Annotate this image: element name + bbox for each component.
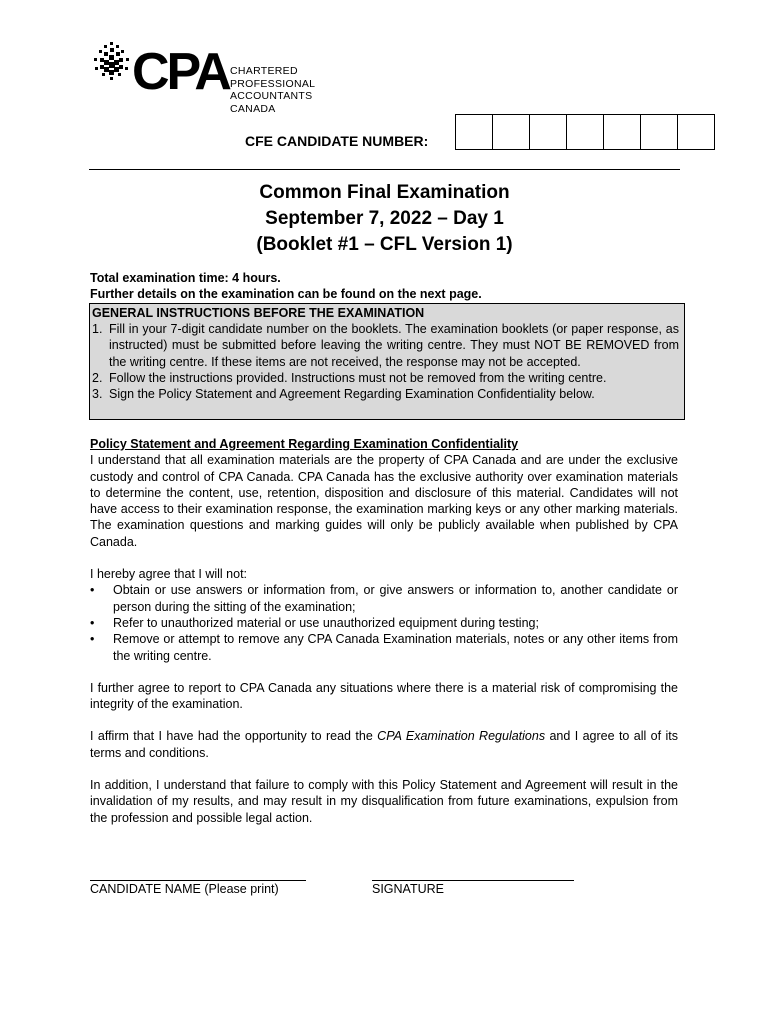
agreement-intro: I hereby agree that I will not:: [90, 567, 248, 582]
agreement-bullet: [90, 631, 678, 664]
logo-line: ACCOUNTANTS: [230, 90, 313, 102]
exam-time: Total examination time: 4 hours.: [90, 271, 281, 285]
instruction-number: 2.: [92, 370, 103, 385]
logo-line: PROFESSIONAL: [230, 77, 316, 90]
instruction-number: 1.: [92, 322, 103, 337]
agreement-bullet: [90, 615, 678, 631]
cpa-wordmark: CPA: [132, 43, 229, 101]
policy-heading: Policy Statement and Agreement Regarding Examination Confidentiality: [90, 437, 519, 451]
signature-label: SIGNATURE: [372, 882, 444, 896]
logo-line: CHARTERED: [230, 65, 298, 77]
policy-paragraph: I further agree to report to CPA Canada any situations where there is a material risk of compromising the integrity of the examination.: [90, 680, 678, 712]
general-instructions-box: [89, 303, 685, 420]
policy-statement: [90, 436, 678, 826]
exam-details-note: Further details on the examination can be found on the next page.: [90, 287, 482, 301]
bullet-text: Remove or attempt to remove any CPA Canada Examination materials, notes or any other items from the writing centre.: [113, 632, 678, 663]
candidate-number-boxes: [455, 114, 715, 150]
policy-paragraph: [90, 728, 678, 761]
policy-text: and I agree to all of its terms and conditions.: [90, 729, 678, 760]
exam-title: [89, 180, 680, 258]
instruction-item: [92, 370, 679, 386]
instruction-item: [92, 386, 679, 402]
policy-paragraph: I understand that all examination materials are the property of CPA Canada and are under the exclusive custody and control of CPA Canada. CPA Canada has the exclusive authority over examination materials to determine the content, use, retention, disposition and disclosure of this material. Candidates will not have access to their examination response, the examination marking keys or any other marking materials. The examination questions and marking guides will only be publicly available when published by CPA Canada.: [90, 453, 678, 549]
candidate-digit-box[interactable]: [640, 114, 678, 150]
instruction-text: Follow the instructions provided. Instructions must not be removed from the writing centre.: [109, 370, 607, 385]
candidate-digit-box[interactable]: [677, 114, 715, 150]
logo-line: CANADA: [230, 102, 276, 115]
signature-line[interactable]: [372, 880, 574, 881]
bullet-text: Refer to unauthorized material or use unauthorized equipment during testing;: [113, 615, 539, 630]
candidate-digit-box[interactable]: [492, 114, 530, 150]
candidate-digit-box[interactable]: [566, 114, 604, 150]
instruction-text: Fill in your 7-digit candidate number on the booklets. The examination booklets (or paper response, as instructed) must be submitted before leaving the writing centre. They must NOT BE REMOVED from the writing centre. If these items are not received, the response may not be accepted.: [109, 322, 679, 369]
candidate-name-label: CANDIDATE NAME (Please print): [90, 882, 279, 896]
booklet-version: (Booklet #1 – CFL Version 1): [256, 234, 513, 255]
candidate-digit-box[interactable]: [455, 114, 493, 150]
instructions-heading: GENERAL INSTRUCTIONS BEFORE THE EXAMINATION: [92, 306, 425, 320]
cpa-logo: [90, 40, 330, 120]
candidate-digit-box[interactable]: [603, 114, 641, 150]
header-divider: [89, 169, 680, 170]
bullet-icon: •: [90, 583, 95, 598]
candidate-number-label: CFE CANDIDATE NUMBER:: [245, 133, 429, 149]
agreement-bullet: [90, 582, 678, 615]
instruction-text: Sign the Policy Statement and Agreement Regarding Examination Confidentiality below.: [109, 387, 595, 402]
bullet-icon: •: [90, 632, 95, 647]
exam-meta: [90, 270, 482, 302]
instruction-item: [92, 321, 679, 370]
cpa-starburst-icon: [90, 40, 134, 84]
exam-title-line: Common Final Examination: [259, 182, 510, 203]
candidate-name-line[interactable]: [90, 880, 306, 881]
instruction-number: 3.: [92, 387, 103, 402]
regulations-reference: CPA Examination Regulations: [377, 729, 546, 744]
policy-text: I affirm that I have had the opportunity to read the: [90, 729, 378, 744]
bullet-text: Obtain or use answers or information from, or give answers or information to, another candidate or person during the sitting of the examination;: [113, 583, 678, 614]
exam-date: September 7, 2022 – Day 1: [265, 208, 504, 229]
policy-paragraph: In addition, I understand that failure to comply with this Policy Statement and Agreement will result in the invalidation of my results, and may result in my disqualification from future examinations, expulsion from the profession and possible legal action.: [90, 778, 678, 825]
candidate-digit-box[interactable]: [529, 114, 567, 150]
logo-text: [230, 65, 315, 115]
bullet-icon: •: [90, 615, 95, 630]
